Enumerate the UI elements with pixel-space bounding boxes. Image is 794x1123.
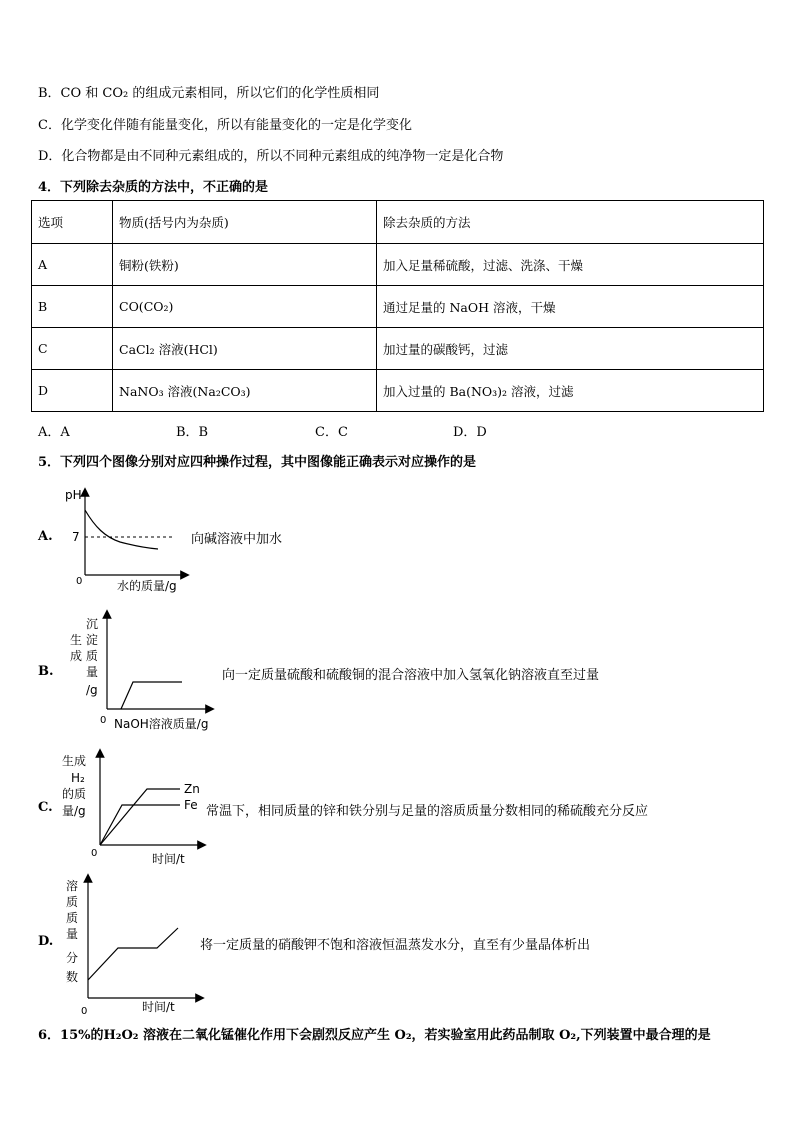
table-row — [32, 286, 764, 328]
graph-a-ylabel: pH — [65, 488, 82, 502]
table-cell: C — [32, 328, 113, 370]
table-cell: CO(CO₂) — [113, 286, 377, 328]
graph-c-zn-label: Zn — [184, 782, 200, 796]
graph-d — [60, 870, 210, 1020]
graph-b-desc: 向一定质量硫酸和硫酸铜的混合溶液中加入氢氧化钠溶液直至过量 — [222, 668, 600, 683]
graph-a-curve — [85, 510, 158, 549]
graph-a-xlabel: 水的质量/g — [117, 579, 177, 593]
table-row — [32, 328, 764, 370]
table-cell: CaCl₂ 溶液(HCl) — [113, 328, 377, 370]
table-row — [32, 244, 764, 286]
graph-d-ylabel-3: 质 — [66, 911, 79, 925]
table-cell: 加入足量稀硫酸，过滤、洗涤、干燥 — [377, 244, 764, 286]
graph-c-origin: 0 — [91, 848, 98, 859]
graph-d-ylabel-6: 数 — [66, 970, 79, 984]
graph-d-ylabel-5: 分 — [66, 951, 79, 965]
graph-d-origin: 0 — [81, 1006, 88, 1017]
graph-c-label[interactable]: C. — [38, 800, 53, 815]
graph-b-ylabel-1: 沉 — [86, 617, 99, 631]
graph-d-curve — [88, 928, 178, 980]
graph-a-origin: 0 — [76, 576, 83, 587]
graph-c-xlabel: 时间/t — [152, 852, 185, 866]
option-d-text: D．化合物都是由不同种元素组成的，所以不同种元素组成的纯净物一定是化合物 — [38, 149, 504, 164]
graph-a-ref-label: 7 — [72, 530, 80, 544]
table-header-cell: 除去杂质的方法 — [377, 201, 764, 244]
answer-option-a[interactable]: A．A — [38, 425, 70, 440]
graph-b-ylabel-3: 成 质 — [70, 649, 98, 663]
graph-c-ylabel-3: 的质 — [62, 787, 87, 801]
graph-b — [60, 606, 230, 734]
graph-d-ylabel-2: 质 — [66, 895, 79, 909]
graph-c-ylabel-4: 量/g — [62, 804, 86, 818]
table-cell: A — [32, 244, 113, 286]
question-6-title: 6．15%的H₂O₂ 溶液在二氧化锰催化作用下会剧烈反应产生 O₂，若实验室用此药品制取 O₂,下列装置中最合理的是 — [38, 1028, 711, 1043]
table-cell: NaNO₃ 溶液(Na₂CO₃) — [113, 370, 377, 412]
graph-c-fe-label: Fe — [184, 798, 198, 812]
graph-d-ylabel-4: 量 — [66, 927, 79, 941]
graph-a — [60, 482, 200, 597]
graph-d-desc: 将一定质量的硝酸钾不饱和溶液恒温蒸发水分，直至有少量晶体析出 — [200, 938, 591, 953]
graph-c — [60, 745, 210, 867]
answer-option-c[interactable]: C．C — [315, 425, 348, 440]
table-header-cell: 物质(括号内为杂质) — [113, 201, 377, 244]
table-cell: 通过足量的 NaOH 溶液，干燥 — [377, 286, 764, 328]
graph-b-ylabel-2: 生 淀 — [70, 633, 98, 647]
answer-option-b[interactable]: B．B — [176, 425, 209, 440]
graph-c-fe-line — [100, 805, 180, 845]
table-cell: 加过量的碳酸钙，过滤 — [377, 328, 764, 370]
table-cell: 铜粉(铁粉) — [113, 244, 377, 286]
graph-d-ylabel-1: 溶 — [66, 879, 79, 893]
graph-b-xlabel: NaOH溶液质量/g — [114, 717, 209, 731]
graph-c-zn-line — [100, 789, 180, 845]
graph-a-desc: 向碱溶液中加水 — [191, 532, 283, 547]
graph-a-label[interactable]: A. — [38, 529, 53, 544]
table-cell: B — [32, 286, 113, 328]
graph-d-label[interactable]: D. — [38, 934, 54, 949]
table-row — [32, 370, 764, 412]
table-header-cell: 选项 — [32, 201, 113, 244]
option-b-text: B．CO 和 CO₂ 的组成元素相同，所以它们的化学性质相同 — [38, 86, 380, 101]
graph-b-label[interactable]: B. — [38, 664, 54, 679]
answer-option-d[interactable]: D．D — [453, 425, 487, 440]
option-c-text: C．化学变化伴随有能量变化，所以有能量变化的一定是化学变化 — [38, 118, 412, 133]
table-cell: 加入过量的 Ba(NO₃)₂ 溶液，过滤 — [377, 370, 764, 412]
table-header-row — [32, 201, 764, 244]
question-4-title: 4．下列除去杂质的方法中，不正确的是 — [38, 180, 269, 195]
graph-b-ylabel-5: /g — [86, 683, 98, 697]
impurity-table — [31, 200, 764, 412]
graph-c-desc: 常温下，相同质量的锌和铁分别与足量的溶质质量分数相同的稀硫酸充分反应 — [206, 804, 649, 819]
graph-c-ylabel-2: H₂ — [71, 771, 85, 785]
graph-d-xlabel: 时间/t — [142, 1000, 175, 1014]
question-5-title: 5．下列四个图像分别对应四种操作过程，其中图像能正确表示对应操作的是 — [38, 455, 477, 470]
graph-b-origin: 0 — [100, 715, 107, 726]
graph-b-ylabel-4: 量 — [86, 665, 99, 679]
table-cell: D — [32, 370, 113, 412]
graph-b-curve — [121, 682, 182, 709]
graph-c-ylabel-1: 生成 — [62, 754, 87, 768]
